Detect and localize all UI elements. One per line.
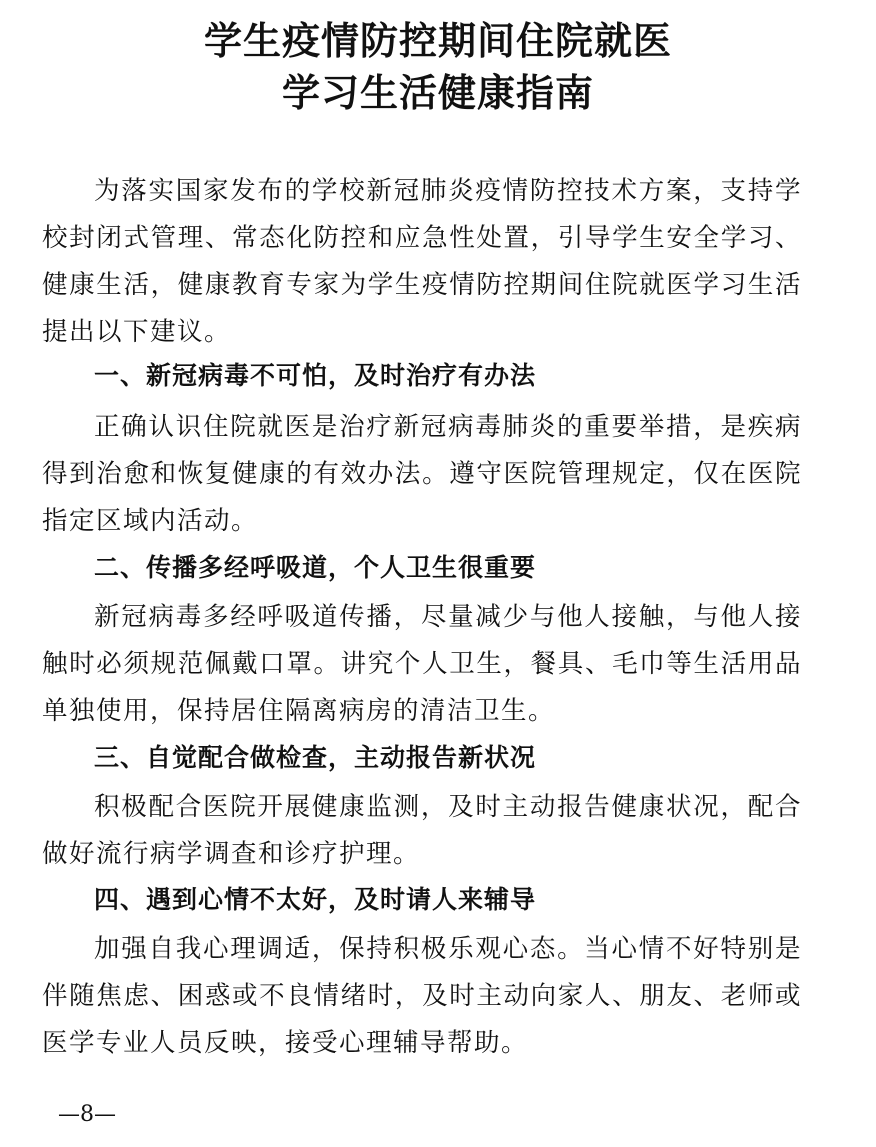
section-2-heading: 二、传播多经呼吸道，个人卫生很重要 bbox=[94, 553, 537, 582]
section-2-text: 新冠病毒多经呼吸道传播，尽量减少与他人接触，与他人接触时必须规范佩戴口罩。讲究个人卫生，餐具、毛巾等生活用品单独使用，保持居住隔离病房的清洁卫生。 bbox=[42, 602, 802, 726]
section-3-heading: 三、自觉配合做检查，主动报告新状况 bbox=[94, 743, 537, 772]
section-4-heading: 四、遇到心情不太好，及时请人来辅导 bbox=[94, 885, 537, 914]
section-1-heading: 一、新冠病毒不可怕，及时治疗有办法 bbox=[94, 361, 537, 390]
intro-paragraph: 为落实国家发布的学校新冠肺炎疫情防控技术方案，支持学校封闭式管理、常态化防控和应急性处置，引导学生安全学习、健康生活，健康教育专家为学生疫情防控期间住院就医学习生活提出以下建议。 bbox=[42, 176, 802, 347]
section-4-text: 加强自我心理调适，保持积极乐观心态。当心情不好特别是伴随焦虑、困惑或不良情绪时，及时主动向家人、朋友、老师或医学专业人员反映，接受心理辅导帮助。 bbox=[42, 934, 802, 1058]
document-title-line2: 学习生活健康指南 bbox=[281, 71, 594, 115]
section-3-text: 积极配合医院开展健康监测，及时主动报告健康状况，配合做好流行病学调查和诊疗护理。 bbox=[42, 792, 802, 869]
page-number: —8— bbox=[58, 1102, 116, 1127]
document-title-line1: 学生疫情防控期间住院就医 bbox=[203, 19, 672, 63]
section-1-text: 正确认识住院就医是治疗新冠病毒肺炎的重要举措，是疾病得到治愈和恢复健康的有效办法。遵守医院管理规定，仅在医院指定区域内活动。 bbox=[42, 412, 802, 536]
